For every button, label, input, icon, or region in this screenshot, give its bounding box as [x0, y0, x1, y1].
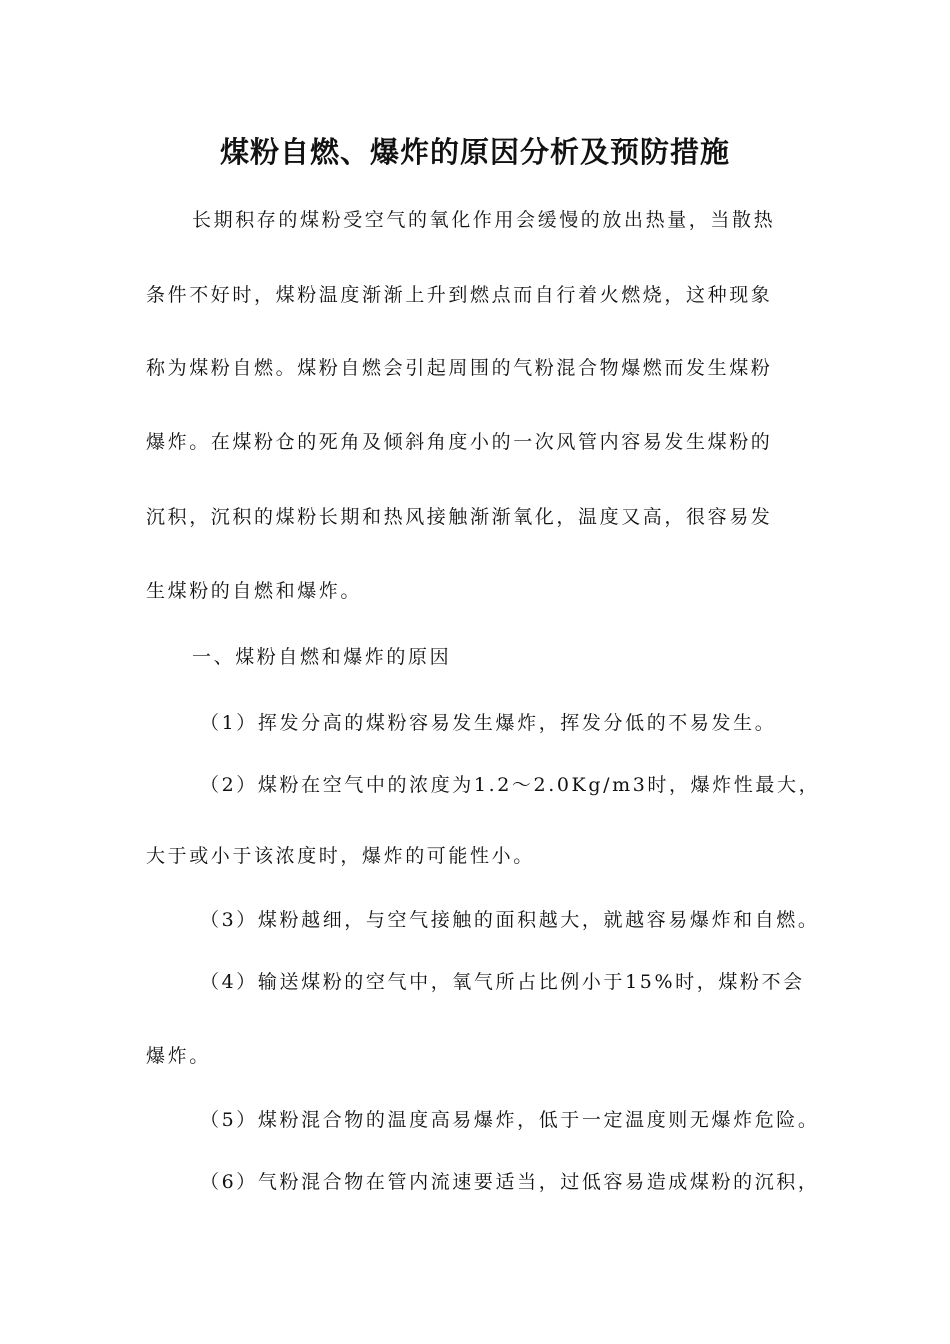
- item-line-4: （3）煤粉越细，与空气接触的面积越大，就越容易爆炸和自燃。: [200, 909, 820, 931]
- item-line-2: （2）煤粉在空气中的浓度为1.2～2.0Kg/m3时，爆炸性最大，: [200, 774, 821, 796]
- intro-line-1: 长期积存的煤粉受空气的氧化作用会缓慢的放出热量，当散热: [192, 209, 776, 231]
- item-line-3: 大于或小于该浓度时，爆炸的可能性小。: [146, 845, 535, 867]
- intro-line-5: 沉积，沉积的煤粉长期和热风接触渐渐氧化，温度又高，很容易发: [146, 506, 773, 528]
- item-line-5: （4）输送煤粉的空气中，氧气所占比例小于15%时，煤粉不会: [200, 971, 805, 993]
- intro-line-3: 称为煤粉自燃。煤粉自燃会引起周围的气粉混合物爆燃而发生煤粉: [146, 357, 773, 379]
- item-line-7: （5）煤粉混合物的温度高易爆炸，低于一定温度则无爆炸危险。: [200, 1109, 820, 1131]
- item-line-1: （1）挥发分高的煤粉容易发生爆炸，挥发分低的不易发生。: [200, 712, 777, 734]
- section-heading: 一、煤粉自燃和爆炸的原因: [192, 646, 452, 668]
- document-title: 煤粉自燃、爆炸的原因分析及预防措施: [219, 135, 730, 169]
- intro-line-6: 生煤粉的自燃和爆炸。: [146, 580, 363, 602]
- item-line-6: 爆炸。: [146, 1045, 211, 1067]
- item-line-8: （6）气粉混合物在管内流速要适当，过低容易造成煤粉的沉积，: [200, 1171, 820, 1193]
- intro-line-2: 条件不好时，煤粉温度渐渐上升到燃点而自行着火燃烧，这种现象: [146, 284, 773, 306]
- intro-line-4: 爆炸。在煤粉仓的死角及倾斜角度小的一次风管内容易发生煤粉的: [146, 431, 773, 453]
